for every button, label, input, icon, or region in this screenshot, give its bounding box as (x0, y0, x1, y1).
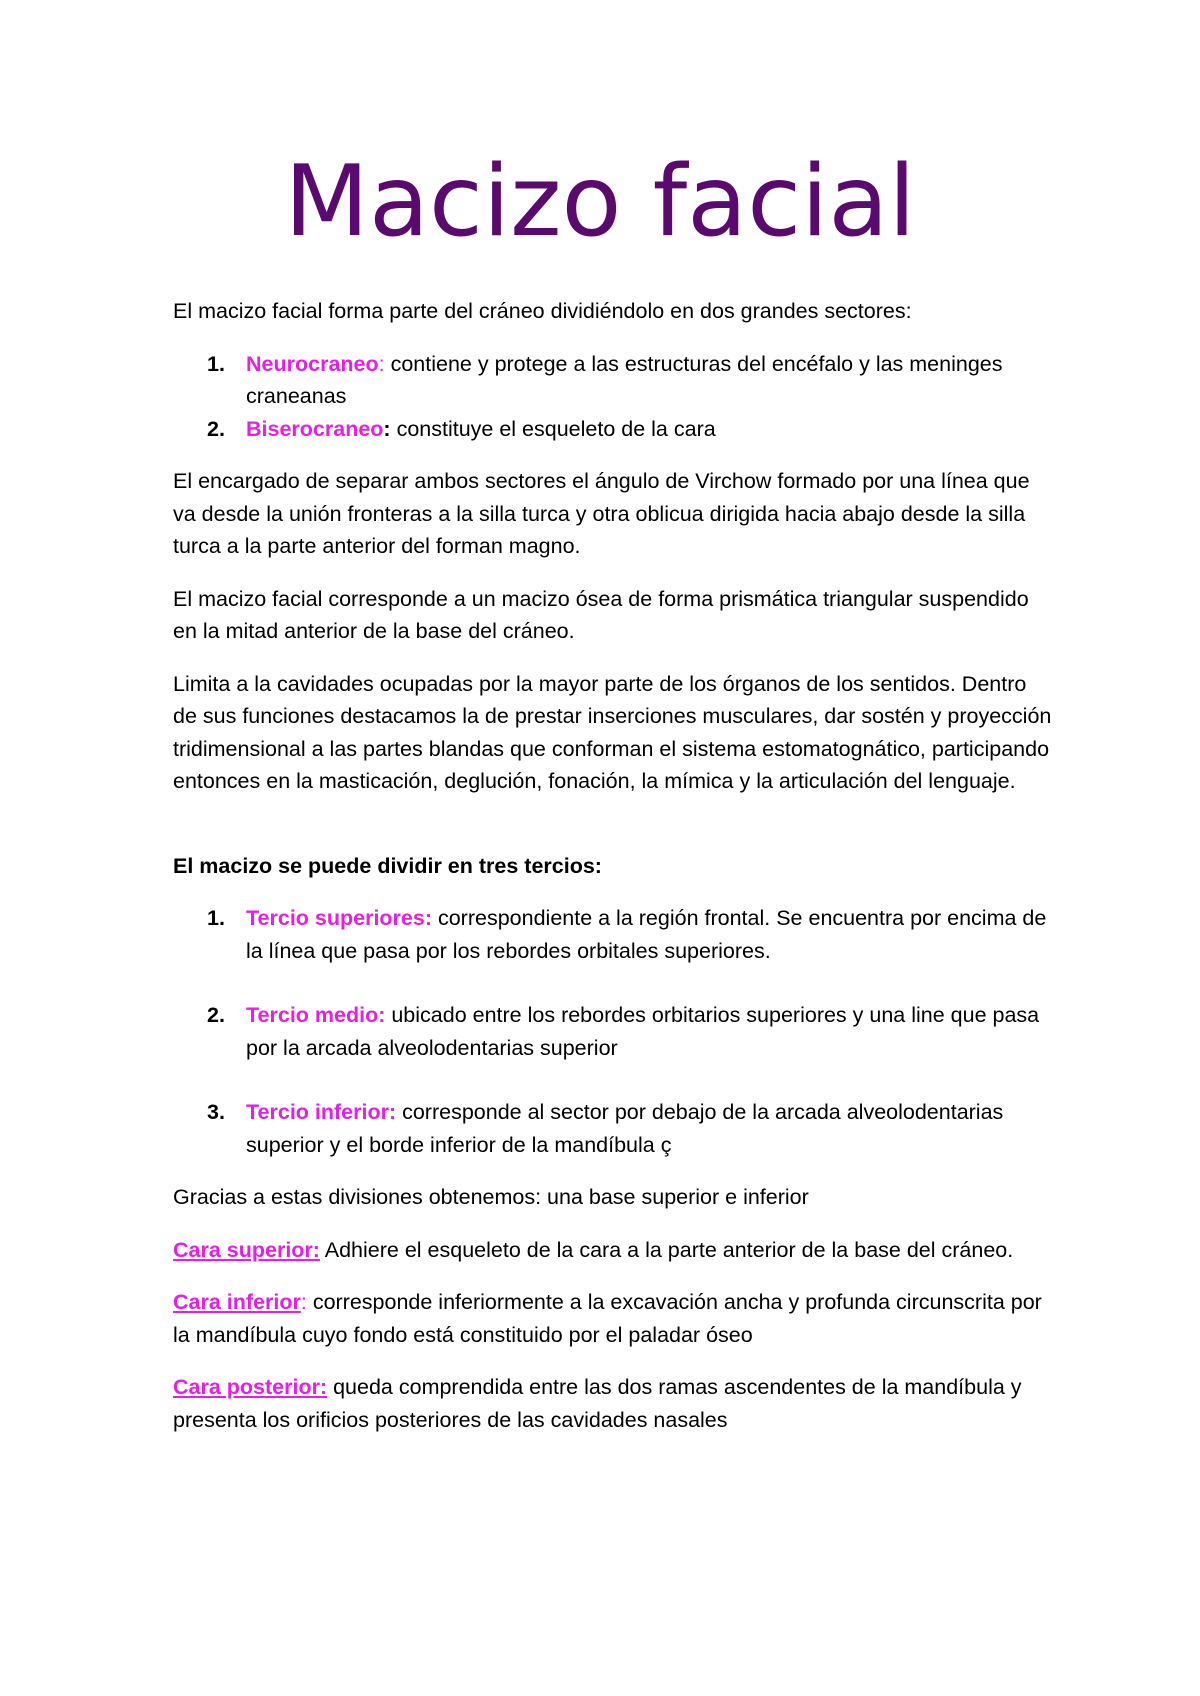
list-item (173, 902, 1053, 967)
face-paragraph (173, 1234, 1053, 1267)
list-number: 1. (207, 906, 225, 930)
virchow-paragraph: El encargado de separar ambos sectores el ángulo de Virchow formado por una línea que va desde la unión fronteras a la silla turca y otra oblicua dirigida hacia abajo desde la silla turca a la parte anterior del forman magno. (173, 469, 1030, 558)
face-text: queda comprendida entre las dos ramas ascendentes de la mandíbula y presenta los orificios posteriores de las cavidades nasales (173, 1375, 1022, 1432)
divisions-paragraph: Gracias a estas divisiones obtenemos: una base superior e inferior (173, 1185, 809, 1209)
term-biserocraneo: Biserocraneo (246, 416, 384, 441)
term-tercio-superior: Tercio superiores: (246, 906, 432, 930)
functions-paragraph: Limita a la cavidades ocupadas por la mayor parte de los órganos de los sentidos. Dentro de sus funciones destacamos la de prestar inserciones musculares, dar sostén y proyección tridimensional a las partes blandas que conforman el sistema estomatognático, participando entonces en la masticación, deglución, fonación, la mímica y la articulación del lenguaje. (173, 671, 1052, 793)
term-neurocraneo: Neurocraneo (246, 351, 379, 376)
term-separator: : (300, 1290, 307, 1314)
term-tercio-medio: Tercio medio: (246, 1003, 386, 1027)
list-item (173, 348, 1053, 413)
term-cara-posterior: Cara posterior: (173, 1375, 328, 1399)
list-item-text: contiene y protege a las estructuras del encéfalo y las meninges craneanas (246, 351, 1003, 408)
page-title: Macizo facial (284, 145, 916, 259)
face-paragraph (173, 1371, 1053, 1436)
term-tercio-inferior: Tercio inferior: (246, 1100, 397, 1124)
intro-paragraph: El macizo facial forma parte del cráneo dividiéndolo en dos grandes sectores: (173, 299, 912, 323)
shape-paragraph: El macizo facial corresponde a un macizo ósea de forma prismática triangular suspendido en la mitad anterior de la base del cráneo. (173, 586, 1029, 643)
list-number: 2. (207, 1003, 225, 1027)
sectors-list (173, 348, 1053, 446)
list-item-text: corresponde al sector por debajo de la arcada alveolodentarias superior y el borde inferior de la mandíbula ç (246, 1100, 1004, 1157)
list-number: 1. (207, 351, 225, 376)
list-number: 2. (207, 416, 225, 441)
document-body (173, 295, 1053, 1456)
face-text: corresponde inferiormente a la excavación ancha y profunda circunscrita por la mandíbula cuyo fondo está constituido por el paladar óseo (173, 1290, 1042, 1347)
list-number: 3. (207, 1100, 225, 1124)
term-separator: : (378, 351, 385, 376)
list-item-text: correspondiente a la región frontal. Se encuentra por encima de la línea que pasa por los rebordes orbitales superiores. (246, 906, 1047, 963)
term-cara-inferior: Cara inferior (173, 1290, 301, 1314)
list-item (173, 1096, 1053, 1161)
face-paragraph (173, 1286, 1053, 1351)
list-item (173, 413, 1053, 446)
face-text: Adhiere el esqueleto de la cara a la parte anterior de la base del cráneo. (319, 1237, 1014, 1262)
term-cara-superior: Cara superior: (173, 1237, 320, 1262)
list-item-text: constituye el esqueleto de la cara (390, 416, 716, 441)
thirds-heading: El macizo se puede dividir en tres tercios: (173, 853, 602, 878)
list-item-text: ubicado entre los rebordes orbitarios superiores y una line que pasa por la arcada alveolodentarias superior (246, 1003, 1040, 1060)
thirds-list (173, 902, 1053, 1161)
term-separator: : (383, 416, 391, 441)
list-item (173, 999, 1053, 1064)
